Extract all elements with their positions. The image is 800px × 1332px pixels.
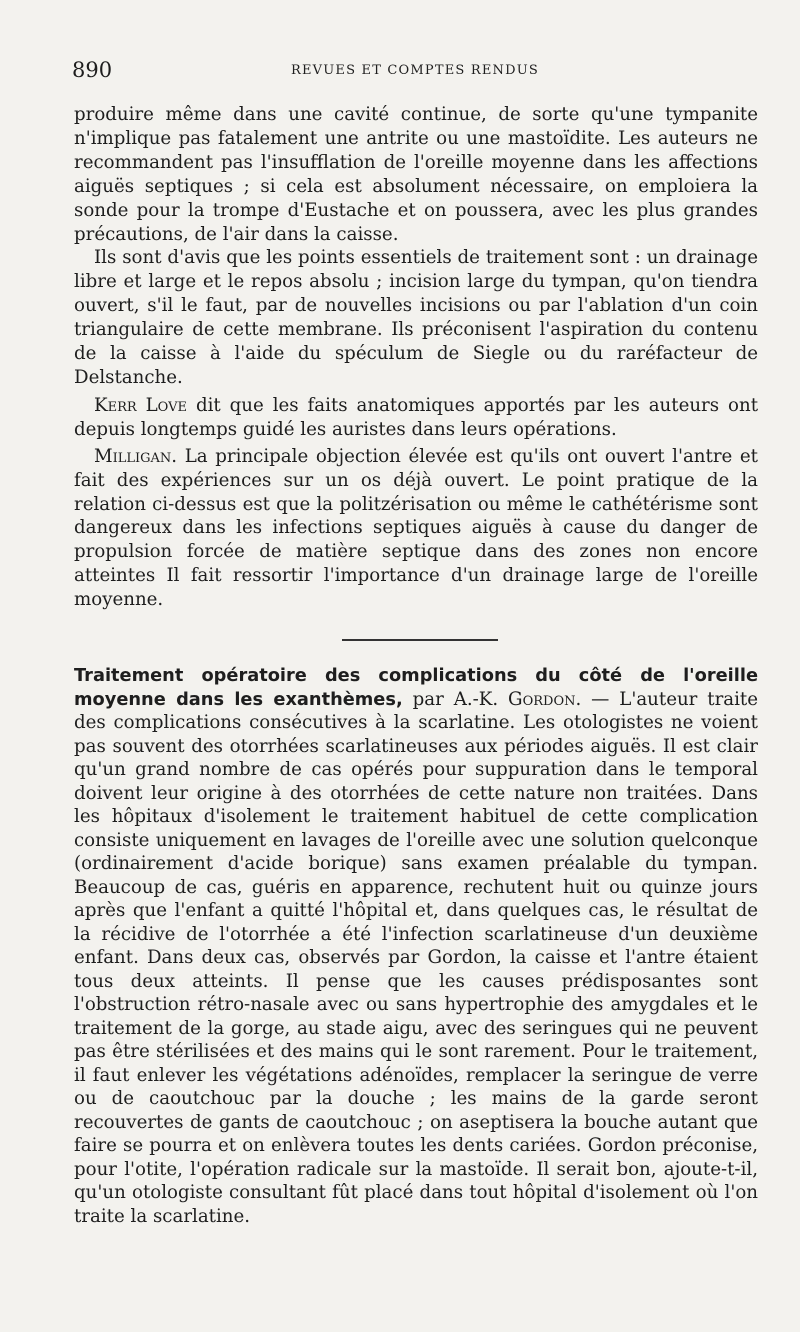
paragraph-continued: produire même dans une cavité continue, de sorte qu'une tympanite n'implique pas fatalement une antrite ou une mastoïdite. Les auteurs ne recommandent pas l'insufflation de l'oreille moyenne dans les affections aiguës septiques ; si cela est absolument nécessaire, on emploiera la sonde pour la trompe d'Eustache et on poussera, avec les plus grandes précautions, de l'air dans la caisse. <box>74 104 758 245</box>
speaker-name: Milligan. <box>94 445 178 467</box>
article-gordon <box>74 664 758 1228</box>
running-title: REVUES ET COMPTES RENDUS <box>290 63 540 78</box>
paragraph-treatment-points: Ils sont d'avis que les points essentiels de traitement sont : un drainage libre et large et le repos absolu ; incision large du tympan, qu'on tiendra ouvert, s'il le faut, par de nouvelles incisions ou par l'ablation d'un coin triangulaire de cette membrane. Ils préconisent l'aspiration du contenu de la caisse à l'aide du spéculum de Siegle ou du raréfacteur de Delstanche. <box>74 247 758 388</box>
article-text: — L'auteur traite des complications consécutives à la scarlatine. Les otologistes ne voient pas souvent des otorrhées scarlatineuses aux périodes aiguës. Il est clair qu'un grand nombre de cas opérés pour suppuration dans le temporal doivent leur origine à des otorrhées de cette nature non traitées. Dans les hôpitaux d'isolement le traitement habituel de cette complication consiste uniquement en lavages de l'oreille avec une solution quelconque (ordinairement d'acide borique) sans examen préalable du tympan. Beaucoup de cas, guéris en apparence, rechutent huit ou quinze jours après que l'enfant a quitté l'hôpital et, dans quelques cas, le résultat de la récidive de l'otorrhée a été l'infection scarlatineuse d'un deuxième enfant. Dans deux cas, observés par Gordon, la caisse et l'antre étaient tous deux atteints. Il pense que les causes prédisposantes sont l'obstruction rétro-nasale avec ou sans hypertrophie des amygdales et le traitement de la gorge, au stade aigu, avec des seringues qui ne peuvent pas être stérilisées et des mains qui le sont rarement. Pour le traitement, il faut enlever les végétations adénoïdes, remplacer la seringue de verre ou de caoutchouc par la douche ; les mains de la garde seront recouvertes de gants de caoutchouc ; on aseptisera la bouche autant que faire se pourra et on enlèvera toutes les dents cariées. Gordon préconise, pour l'otite, l'opération radicale sur la mastoïde. Il serait bon, ajoute-t-il, qu'un otologiste consultant fût placé dans tout hôpital d'isolement où l'on traite la scarlatine. <box>74 688 758 1227</box>
discussion-text: dit que les faits anatomiques apportés par les auteurs ont depuis longtemps guidé les auristes dans leurs opérations. <box>74 394 758 440</box>
page-body <box>74 103 758 1228</box>
discussion-kerr-love <box>74 394 758 442</box>
section-separator <box>74 612 758 664</box>
page-number: 890 <box>72 58 113 82</box>
separator-rule <box>342 639 498 641</box>
article-author: Gordon. <box>508 688 582 710</box>
discussion-milligan <box>74 445 758 612</box>
page-header <box>72 58 758 88</box>
article-paragraph <box>74 664 758 1228</box>
speaker-name: Kerr Love <box>94 394 187 416</box>
article-title: Traitement opératoire des complications du côté de l'oreille moyenne dans les exanthèmes, <box>74 665 758 710</box>
article-byline: par A.-K. <box>412 688 499 710</box>
discussion-text: La principale objection élevée est qu'ils ont ouvert l'antre et fait des expériences sur un os déjà ouvert. Le point pratique de la relation ci-dessus est que la politzérisation ou même le cathétérisme sont dangereux dans les infections septiques aiguës à cause du danger de propulsion forcée de matière septique dans des zones non encore atteintes Il fait ressortir l'importance d'un drainage large de l'oreille moyenne. <box>74 445 758 611</box>
